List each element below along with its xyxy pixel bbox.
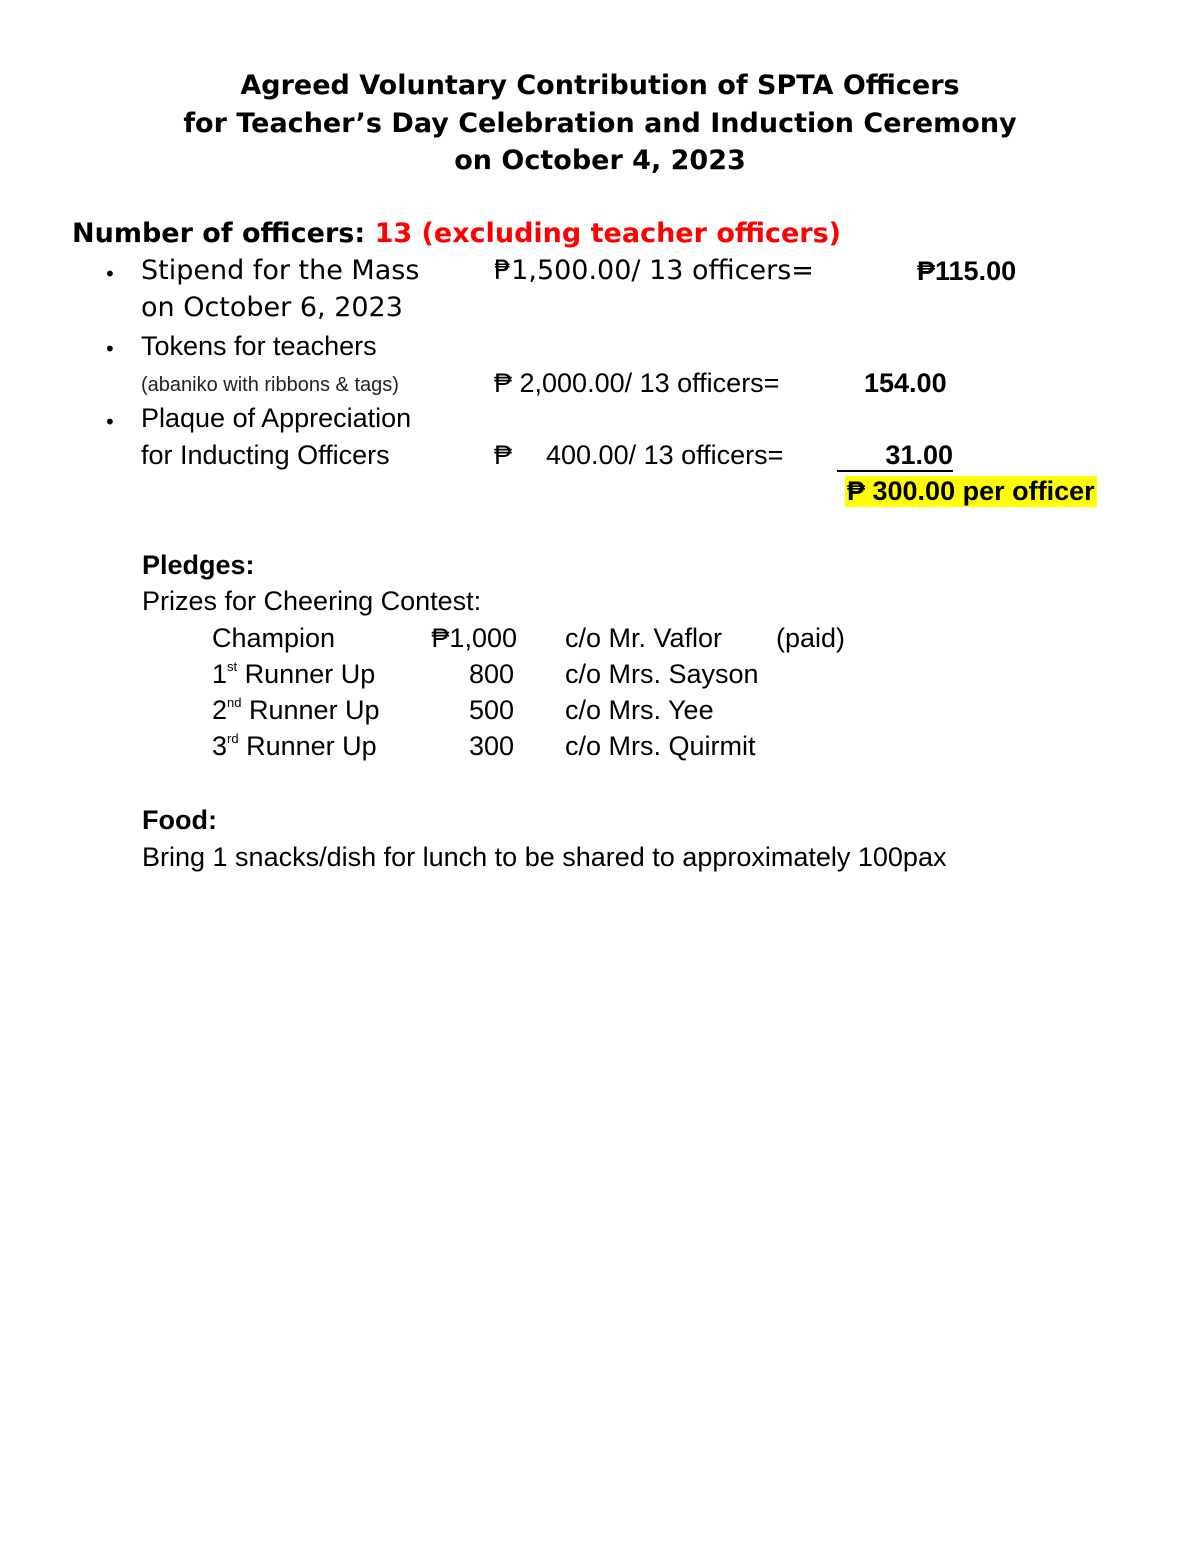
pledge-row-1-place (212, 623, 335, 654)
document-title-line-1: Agreed Voluntary Contribution of SPTA Officers (240, 70, 960, 101)
officers-line (72, 218, 841, 249)
pledge-row-3-amount: 500 (468, 695, 514, 725)
pledge-row-1-note: (paid) (776, 623, 846, 653)
item-1-amount: ₱115.00 (917, 256, 1017, 286)
pledge-place-suffix: st (227, 659, 238, 674)
item-3-formula-peso: ₱ (494, 440, 513, 470)
pledge-place-rest: Runner Up (238, 731, 377, 761)
pledge-row-4-place (212, 731, 377, 762)
item-3-desc-line-1: Plaque of Appreciation (141, 403, 412, 433)
food-heading: Food: (142, 805, 217, 835)
pledge-row-1-amount: ₱1,000 (431, 623, 517, 653)
pledges-subheading: Prizes for Cheering Contest: (142, 586, 482, 616)
item-2-desc-line-2: (abaniko with ribbons & tags) (141, 374, 399, 396)
document-title-line-3: on October 4, 2023 (454, 145, 746, 176)
bullet-icon: • (104, 337, 116, 361)
pledge-row-2-place (212, 659, 375, 690)
bullet-icon: • (104, 410, 116, 434)
officers-label: Number of officers: (72, 218, 366, 249)
pledge-row-1-by: c/o Mr. Vaflor (565, 623, 723, 653)
pledge-row-2-amount: 800 (468, 659, 514, 689)
pledge-place-text: Champion (212, 623, 336, 653)
item-1-desc-line-1: Stipend for the Mass (141, 255, 420, 286)
pledge-place-rest: Runner Up (241, 695, 380, 725)
document-title-line-2: for Teacher’s Day Celebration and Induction Ceremony (183, 108, 1017, 139)
item-3-amount-underline (837, 440, 953, 472)
item-3-amount: 31.00 (885, 440, 953, 470)
officers-value: 13 (excluding teacher officers) (374, 218, 842, 249)
item-1-desc-line-2: on October 6, 2023 (141, 292, 403, 323)
total-per-officer: ₱ 300.00 per officer (847, 476, 1095, 506)
pledge-place-rest: Runner Up (237, 659, 376, 689)
item-3-desc-line-2: for Inducting Officers (141, 440, 390, 470)
pledge-place-suffix: rd (227, 731, 239, 746)
item-3-formula: 400.00/ 13 officers= (546, 440, 784, 470)
food-text: Bring 1 snacks/dish for lunch to be shared to approximately 100pax (142, 842, 947, 872)
item-1-formula: ₱1,500.00/ 13 officers= (494, 255, 814, 286)
item-2-formula: ₱ 2,000.00/ 13 officers= (494, 368, 780, 398)
item-2-amount: 154.00 (864, 368, 947, 398)
pledge-place-number: 2 (212, 695, 228, 725)
pledges-heading: Pledges: (142, 550, 255, 580)
pledge-place-number: 3 (212, 731, 228, 761)
pledge-row-3-place (212, 695, 380, 726)
pledge-row-4-amount: 300 (468, 731, 514, 761)
pledge-row-4-by: c/o Mrs. Quirmit (565, 731, 756, 761)
pledge-place-number: 1 (212, 659, 228, 689)
bullet-icon: • (104, 262, 116, 286)
pledge-row-2-by: c/o Mrs. Sayson (565, 659, 759, 689)
pledge-row-3-by: c/o Mrs. Yee (565, 695, 714, 725)
item-2-desc-line-1: Tokens for teachers (141, 331, 377, 361)
pledge-place-suffix: nd (227, 695, 242, 710)
